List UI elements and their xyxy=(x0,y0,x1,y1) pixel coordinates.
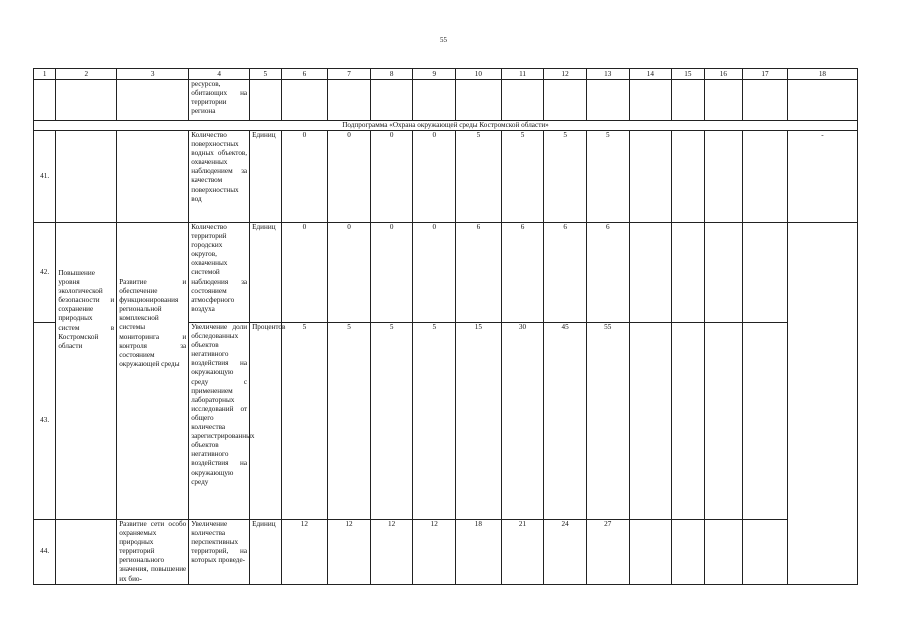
table-row xyxy=(34,80,858,121)
task-cell: Развитие и обеспечение функционирования региональной комплексной системы мониторинга и контроля за состоянием окружающей среды xyxy=(117,223,189,520)
col-header: 3 xyxy=(117,69,189,80)
value-cell: 5 xyxy=(328,323,371,520)
col-header: 8 xyxy=(370,69,413,80)
value-cell: 0 xyxy=(328,131,371,223)
col-header: 14 xyxy=(629,69,672,80)
col-header: 13 xyxy=(586,69,629,80)
value-cell: 27 xyxy=(586,520,629,585)
col-header: 18 xyxy=(787,69,857,80)
value-cell: 5 xyxy=(281,323,328,520)
page-number: 55 xyxy=(440,36,447,44)
indicator-cell: Количество поверхностных водных объектов, охваченных наблюдением за качеством поверхностных вод xyxy=(189,131,250,223)
table-row xyxy=(34,223,858,323)
value-cell: 6 xyxy=(586,223,629,323)
value-cell: 12 xyxy=(281,520,328,585)
value-cell: 5 xyxy=(586,131,629,223)
value-cell: 30 xyxy=(501,323,544,520)
unit-cell: Единиц xyxy=(250,520,281,585)
value-cell: 55 xyxy=(586,323,629,520)
value-cell: 5 xyxy=(413,323,456,520)
value-cell: 0 xyxy=(281,223,328,323)
column-number-row xyxy=(34,69,858,80)
value-cell: 5 xyxy=(544,131,587,223)
indicator-cell: Увеличение доли обследованных объектов негативного воздействия на окружающую среду с применением лабораторных исследований от общего количества зарегистрированных объектов негативного воздействия на окружающую среду xyxy=(189,323,250,520)
col-header: 6 xyxy=(281,69,328,80)
value-cell: 12 xyxy=(328,520,371,585)
unit-cell: Единиц xyxy=(250,223,281,323)
value-cell: 5 xyxy=(456,131,502,223)
col-header: 1 xyxy=(34,69,56,80)
col-header: 12 xyxy=(544,69,587,80)
table-row xyxy=(34,131,858,223)
row-number: 41. xyxy=(34,131,56,223)
value-cell: 12 xyxy=(370,520,413,585)
value-cell: 0 xyxy=(370,131,413,223)
row-number: 42. xyxy=(34,223,56,323)
value-cell: 6 xyxy=(501,223,544,323)
row-number: 44. xyxy=(34,520,56,585)
col-header: 15 xyxy=(672,69,704,80)
col-header: 5 xyxy=(250,69,281,80)
value-cell: 0 xyxy=(328,223,371,323)
col-header: 10 xyxy=(456,69,502,80)
value-cell: 45 xyxy=(544,323,587,520)
value-cell: 24 xyxy=(544,520,587,585)
value-cell: 6 xyxy=(456,223,502,323)
note-cell: - xyxy=(787,131,857,223)
unit-cell: Единиц xyxy=(250,131,281,223)
col-header: 16 xyxy=(704,69,743,80)
value-cell: 12 xyxy=(413,520,456,585)
col-header: 2 xyxy=(56,69,117,80)
table-row xyxy=(34,520,858,585)
indicator-cell: Количество территорий городских округов, охваченных системой наблюдения за состоянием атмосферного воздуха xyxy=(189,223,250,323)
value-cell: 0 xyxy=(370,223,413,323)
col-header: 17 xyxy=(743,69,788,80)
subprogram-title: Подпрограмма «Охрана окружающей среды Костромской области» xyxy=(34,121,858,131)
goal-cell: Повышение уровня экологической безопасности и сохранение природных систем в Костромской области xyxy=(56,223,117,520)
value-cell: 5 xyxy=(370,323,413,520)
unit-cell: Процентов xyxy=(250,323,281,520)
subprogram-row xyxy=(34,121,858,131)
value-cell: 0 xyxy=(413,223,456,323)
row-number: 43. xyxy=(34,323,56,520)
value-cell: 0 xyxy=(281,131,328,223)
value-cell: 5 xyxy=(501,131,544,223)
value-cell: 6 xyxy=(544,223,587,323)
task-cell: Развитие сети особо охраняемых природных территорий регионального значения, повышение их био- xyxy=(117,520,189,585)
value-cell: 15 xyxy=(456,323,502,520)
indicators-table xyxy=(33,68,858,585)
indicator-cell: Увеличение количества перспективных территорий, на которых проведе- xyxy=(189,520,250,585)
col-header: 7 xyxy=(328,69,371,80)
value-cell: 21 xyxy=(501,520,544,585)
col-header: 11 xyxy=(501,69,544,80)
indicator-cell: ресурсов, обитающих на территории региона xyxy=(189,80,250,121)
value-cell: 18 xyxy=(456,520,502,585)
col-header: 4 xyxy=(189,69,250,80)
value-cell: 0 xyxy=(413,131,456,223)
col-header: 9 xyxy=(413,69,456,80)
